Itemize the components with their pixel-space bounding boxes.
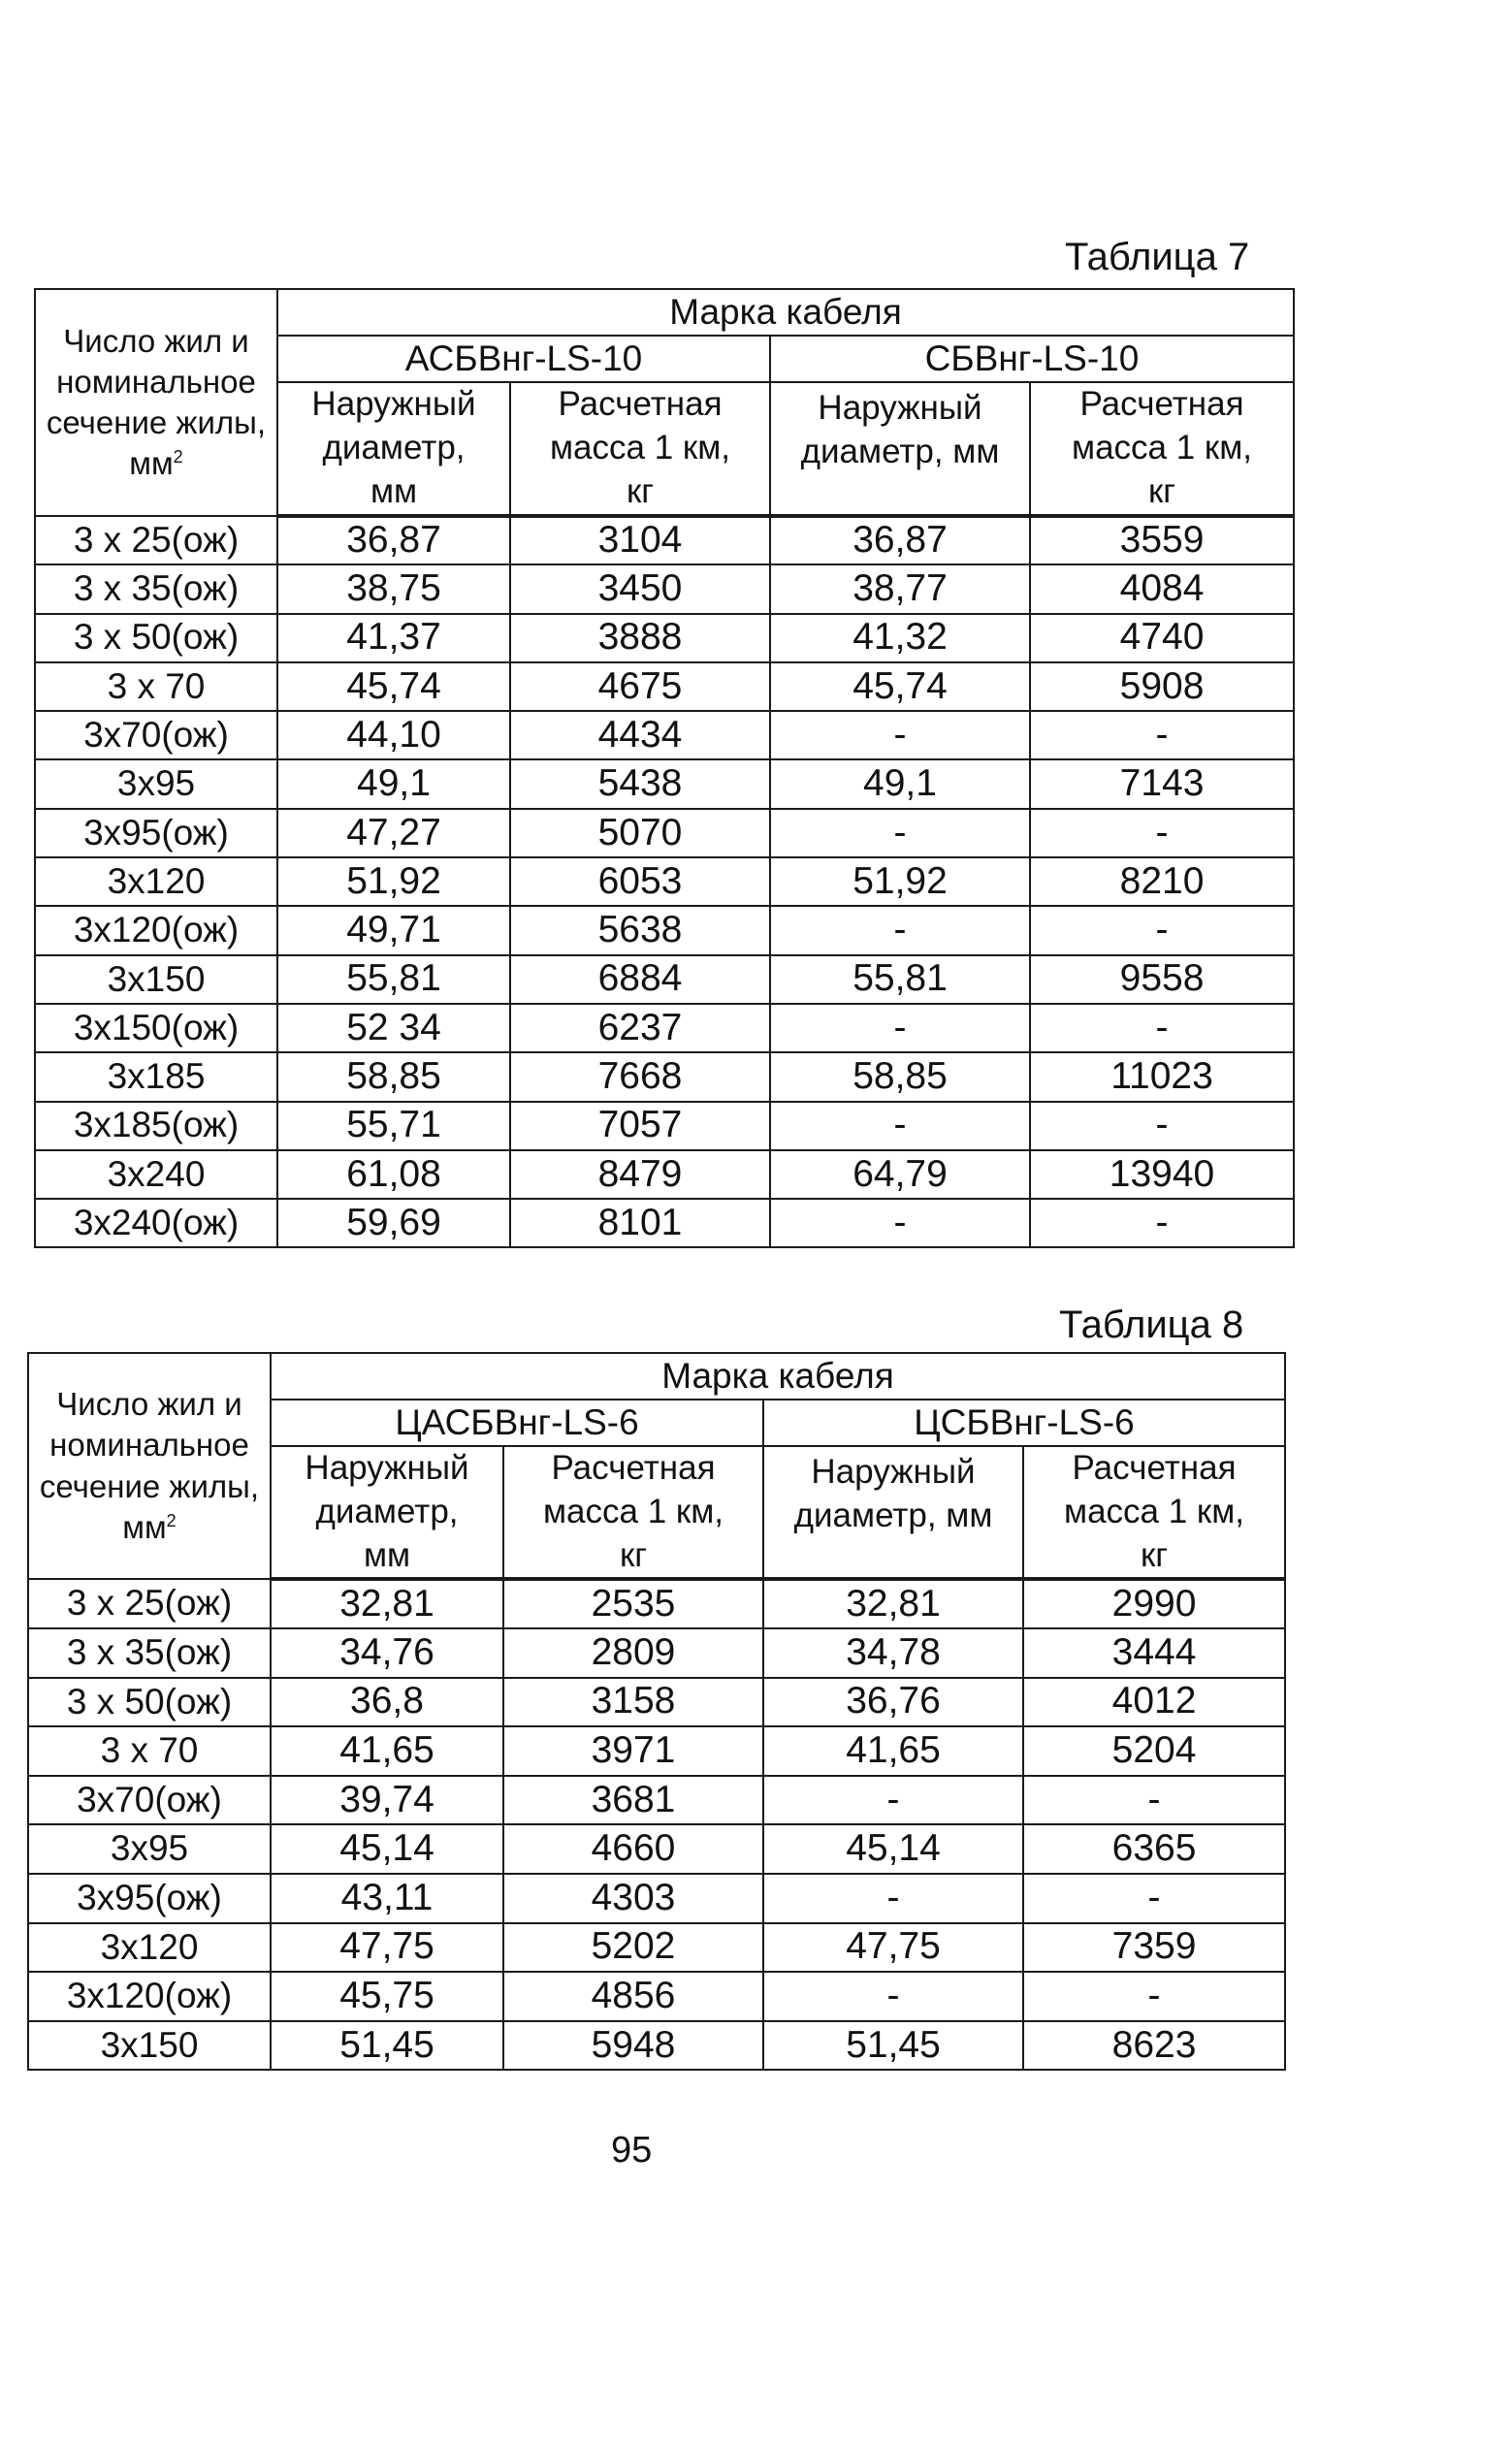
value-cell: - xyxy=(770,1102,1030,1150)
value-cell: - xyxy=(770,1199,1030,1247)
row-header-line: Число жил и xyxy=(63,322,249,359)
value-cell: 51,45 xyxy=(271,2021,503,2071)
row-label-cell: 3x70(ож) xyxy=(28,1776,271,1825)
value-cell: 9558 xyxy=(1030,955,1294,1004)
value-cell: - xyxy=(1030,1102,1294,1150)
table-row xyxy=(35,1199,1294,1247)
value-cell: 7057 xyxy=(510,1102,770,1150)
value-cell: 43,11 xyxy=(271,1874,503,1923)
row-label-cell: 3 x 50(ож) xyxy=(28,1678,271,1727)
value-cell: 3888 xyxy=(510,614,770,662)
value-cell: 32,81 xyxy=(271,1579,503,1628)
value-cell: 55,71 xyxy=(277,1102,510,1150)
table-row xyxy=(28,2021,1285,2071)
value-cell: 34,76 xyxy=(271,1628,503,1678)
value-cell: 3104 xyxy=(510,516,770,564)
row-label-cell: 3x185 xyxy=(35,1052,277,1101)
value-cell: - xyxy=(1023,1874,1285,1923)
row-label-cell: 3 x 25(ож) xyxy=(35,516,277,564)
row-label-cell: 3x185(ож) xyxy=(35,1102,277,1150)
value-cell: - xyxy=(1030,1199,1294,1247)
value-cell: - xyxy=(1030,906,1294,954)
value-cell: 41,37 xyxy=(277,614,510,662)
value-cell: 38,77 xyxy=(770,564,1030,613)
brand-header: ЦАСБВнг-LS-6 xyxy=(271,1400,763,1446)
value-cell: 52 34 xyxy=(277,1004,510,1052)
value-cell: 4675 xyxy=(510,662,770,711)
table-row xyxy=(28,1972,1285,2021)
row-label-cell: 3x95(ож) xyxy=(35,809,277,857)
table-row xyxy=(35,662,1294,711)
value-cell: 39,74 xyxy=(271,1776,503,1825)
value-cell: - xyxy=(1030,809,1294,857)
row-header-line: сечение жилы, xyxy=(46,404,267,440)
value-cell: 61,08 xyxy=(277,1150,510,1199)
value-cell: 49,71 xyxy=(277,906,510,954)
param-header: Наружный диаметр, мм xyxy=(277,382,510,516)
value-cell: 5204 xyxy=(1023,1726,1285,1776)
value-cell: 58,85 xyxy=(770,1052,1030,1101)
row-label-cell: 3x240(ож) xyxy=(35,1199,277,1247)
value-cell: - xyxy=(770,809,1030,857)
value-cell: - xyxy=(770,1004,1030,1052)
value-cell: 3450 xyxy=(510,564,770,613)
table-row xyxy=(28,1874,1285,1923)
value-cell: 2535 xyxy=(503,1579,763,1628)
value-cell: 36,87 xyxy=(277,516,510,564)
table-8-caption: Таблица 8 xyxy=(1059,1303,1244,1346)
value-cell: 44,10 xyxy=(277,711,510,759)
value-cell: 3681 xyxy=(503,1776,763,1825)
value-cell: 45,75 xyxy=(271,1972,503,2021)
value-cell: 4303 xyxy=(503,1874,763,1923)
value-cell: - xyxy=(1030,711,1294,759)
row-label-cell: 3x150 xyxy=(28,2021,271,2071)
row-header-unit: $мм^2$ xyxy=(122,1508,177,1545)
value-cell: 2809 xyxy=(503,1628,763,1678)
value-cell: 51,92 xyxy=(770,857,1030,906)
row-label-cell: 3x120(ож) xyxy=(35,906,277,954)
value-cell: 64,79 xyxy=(770,1150,1030,1199)
table-row xyxy=(35,564,1294,613)
table-row xyxy=(35,1102,1294,1150)
table-row xyxy=(28,1923,1285,1973)
table-row xyxy=(35,809,1294,857)
value-cell: 55,81 xyxy=(770,955,1030,1004)
row-label-cell: 3x95(ож) xyxy=(28,1874,271,1923)
value-cell: 4856 xyxy=(503,1972,763,2021)
table-row xyxy=(35,1150,1294,1199)
value-cell: 36,8 xyxy=(271,1678,503,1727)
value-cell: 13940 xyxy=(1030,1150,1294,1199)
table-row xyxy=(35,1052,1294,1101)
value-cell: 47,27 xyxy=(277,809,510,857)
value-cell: 11023 xyxy=(1030,1052,1294,1101)
value-cell: 55,81 xyxy=(277,955,510,1004)
value-cell: 49,1 xyxy=(277,759,510,808)
group-header: Марка кабеля xyxy=(277,289,1294,336)
table-row xyxy=(28,1776,1285,1825)
table-row xyxy=(35,955,1294,1004)
table-row xyxy=(35,1004,1294,1052)
param-header: Расчетная масса 1 км, кг xyxy=(1023,1446,1285,1579)
group-header: Марка кабеля xyxy=(271,1353,1285,1400)
value-cell: 51,45 xyxy=(763,2021,1023,2071)
row-label-cell: 3 x 70 xyxy=(28,1726,271,1776)
value-cell: 7143 xyxy=(1030,759,1294,808)
value-cell: 5438 xyxy=(510,759,770,808)
row-header-unit: $мм^2$ xyxy=(129,445,183,482)
table-7 xyxy=(34,288,1295,1248)
value-cell: 4740 xyxy=(1030,614,1294,662)
value-cell: - xyxy=(763,1972,1023,2021)
value-cell: 34,78 xyxy=(763,1628,1023,1678)
row-header-line: сечение жилы, xyxy=(39,1467,260,1504)
value-cell: 2990 xyxy=(1023,1579,1285,1628)
value-cell: 5908 xyxy=(1030,662,1294,711)
value-cell: 8101 xyxy=(510,1199,770,1247)
value-cell: 8623 xyxy=(1023,2021,1285,2071)
value-cell: - xyxy=(763,1874,1023,1923)
unit-superscript: 2 xyxy=(173,447,183,467)
value-cell: 59,69 xyxy=(277,1199,510,1247)
row-label-cell: 3 x 50(ож) xyxy=(35,614,277,662)
value-cell: 4084 xyxy=(1030,564,1294,613)
value-cell: 41,32 xyxy=(770,614,1030,662)
row-label-cell: 3 x 35(ож) xyxy=(35,564,277,613)
row-label-cell: 3 x 25(ож) xyxy=(28,1579,271,1628)
row-label-cell: 3x150 xyxy=(35,955,277,1004)
row-header-line: номинальное xyxy=(56,363,256,400)
row-label-cell: 3x120 xyxy=(28,1923,271,1973)
value-cell: 51,92 xyxy=(277,857,510,906)
row-label-cell: 3x120(ож) xyxy=(28,1972,271,2021)
value-cell: 45,74 xyxy=(770,662,1030,711)
value-cell: - xyxy=(770,711,1030,759)
value-cell: 4660 xyxy=(503,1824,763,1874)
table-8 xyxy=(27,1352,1286,2071)
value-cell: 45,14 xyxy=(271,1824,503,1874)
value-cell: - xyxy=(1030,1004,1294,1052)
row-label-cell: 3x240 xyxy=(35,1150,277,1199)
value-cell: 45,74 xyxy=(277,662,510,711)
table-row xyxy=(35,857,1294,906)
table-row xyxy=(28,1824,1285,1874)
table-row xyxy=(35,614,1294,662)
value-cell: 47,75 xyxy=(763,1923,1023,1973)
value-cell: 8210 xyxy=(1030,857,1294,906)
row-header-cell xyxy=(28,1353,271,1579)
table-row xyxy=(35,906,1294,954)
brand-header: АСБВнг-LS-10 xyxy=(277,336,770,382)
value-cell: 5070 xyxy=(510,809,770,857)
value-cell: 3559 xyxy=(1030,516,1294,564)
value-cell: 41,65 xyxy=(271,1726,503,1776)
row-label-cell: 3x95 xyxy=(28,1824,271,1874)
value-cell: 47,75 xyxy=(271,1923,503,1973)
page-number: 95 xyxy=(611,2130,653,2171)
table-row xyxy=(35,516,1294,564)
value-cell: 3444 xyxy=(1023,1628,1285,1678)
row-label-cell: 3x150(ож) xyxy=(35,1004,277,1052)
value-cell: 8479 xyxy=(510,1150,770,1199)
value-cell: 36,87 xyxy=(770,516,1030,564)
table-row xyxy=(28,1726,1285,1776)
value-cell: 38,75 xyxy=(277,564,510,613)
row-label-cell: 3 x 70 xyxy=(35,662,277,711)
value-cell: 36,76 xyxy=(763,1678,1023,1727)
row-header-line: номинальное xyxy=(49,1427,249,1464)
row-label-cell: 3x95 xyxy=(35,759,277,808)
param-header: Расчетная масса 1 км, кг xyxy=(1030,382,1294,516)
value-cell: 6365 xyxy=(1023,1824,1285,1874)
value-cell: 5948 xyxy=(503,2021,763,2071)
value-cell: 6884 xyxy=(510,955,770,1004)
value-cell: 6237 xyxy=(510,1004,770,1052)
value-cell: 41,65 xyxy=(763,1726,1023,1776)
value-cell: 3158 xyxy=(503,1678,763,1727)
brand-header: ЦСБВнг-LS-6 xyxy=(763,1400,1285,1446)
value-cell: 3971 xyxy=(503,1726,763,1776)
value-cell: 4012 xyxy=(1023,1678,1285,1727)
table-7-caption: Таблица 7 xyxy=(1065,236,1250,278)
row-label-cell: 3x120 xyxy=(35,857,277,906)
param-header: Расчетная масса 1 км, кг xyxy=(510,382,770,516)
param-header: Наружный диаметр, мм xyxy=(271,1446,503,1579)
row-header-cell xyxy=(35,289,277,516)
table-row xyxy=(35,711,1294,759)
param-header: Наружный диаметр, мм xyxy=(763,1446,1023,1579)
table-row xyxy=(28,1579,1285,1628)
row-header-line: Число жил и xyxy=(56,1386,242,1423)
unit-superscript: 2 xyxy=(166,1510,177,1530)
value-cell: 32,81 xyxy=(763,1579,1023,1628)
value-cell: - xyxy=(1023,1776,1285,1825)
table-row xyxy=(35,759,1294,808)
value-cell: - xyxy=(763,1776,1023,1825)
value-cell: 5202 xyxy=(503,1923,763,1973)
value-cell: 7359 xyxy=(1023,1923,1285,1973)
value-cell: 49,1 xyxy=(770,759,1030,808)
param-header: Расчетная масса 1 км, кг xyxy=(503,1446,763,1579)
value-cell: 45,14 xyxy=(763,1824,1023,1874)
value-cell: 7668 xyxy=(510,1052,770,1101)
value-cell: - xyxy=(1023,1972,1285,2021)
table-row xyxy=(28,1678,1285,1727)
brand-header: СБВнг-LS-10 xyxy=(770,336,1294,382)
param-header: Наружный диаметр, мм xyxy=(770,382,1030,516)
value-cell: 5638 xyxy=(510,906,770,954)
value-cell: 6053 xyxy=(510,857,770,906)
value-cell: - xyxy=(770,906,1030,954)
value-cell: 58,85 xyxy=(277,1052,510,1101)
value-cell: 4434 xyxy=(510,711,770,759)
table-row xyxy=(28,1628,1285,1678)
row-label-cell: 3 x 35(ож) xyxy=(28,1628,271,1678)
row-label-cell: 3x70(ож) xyxy=(35,711,277,759)
